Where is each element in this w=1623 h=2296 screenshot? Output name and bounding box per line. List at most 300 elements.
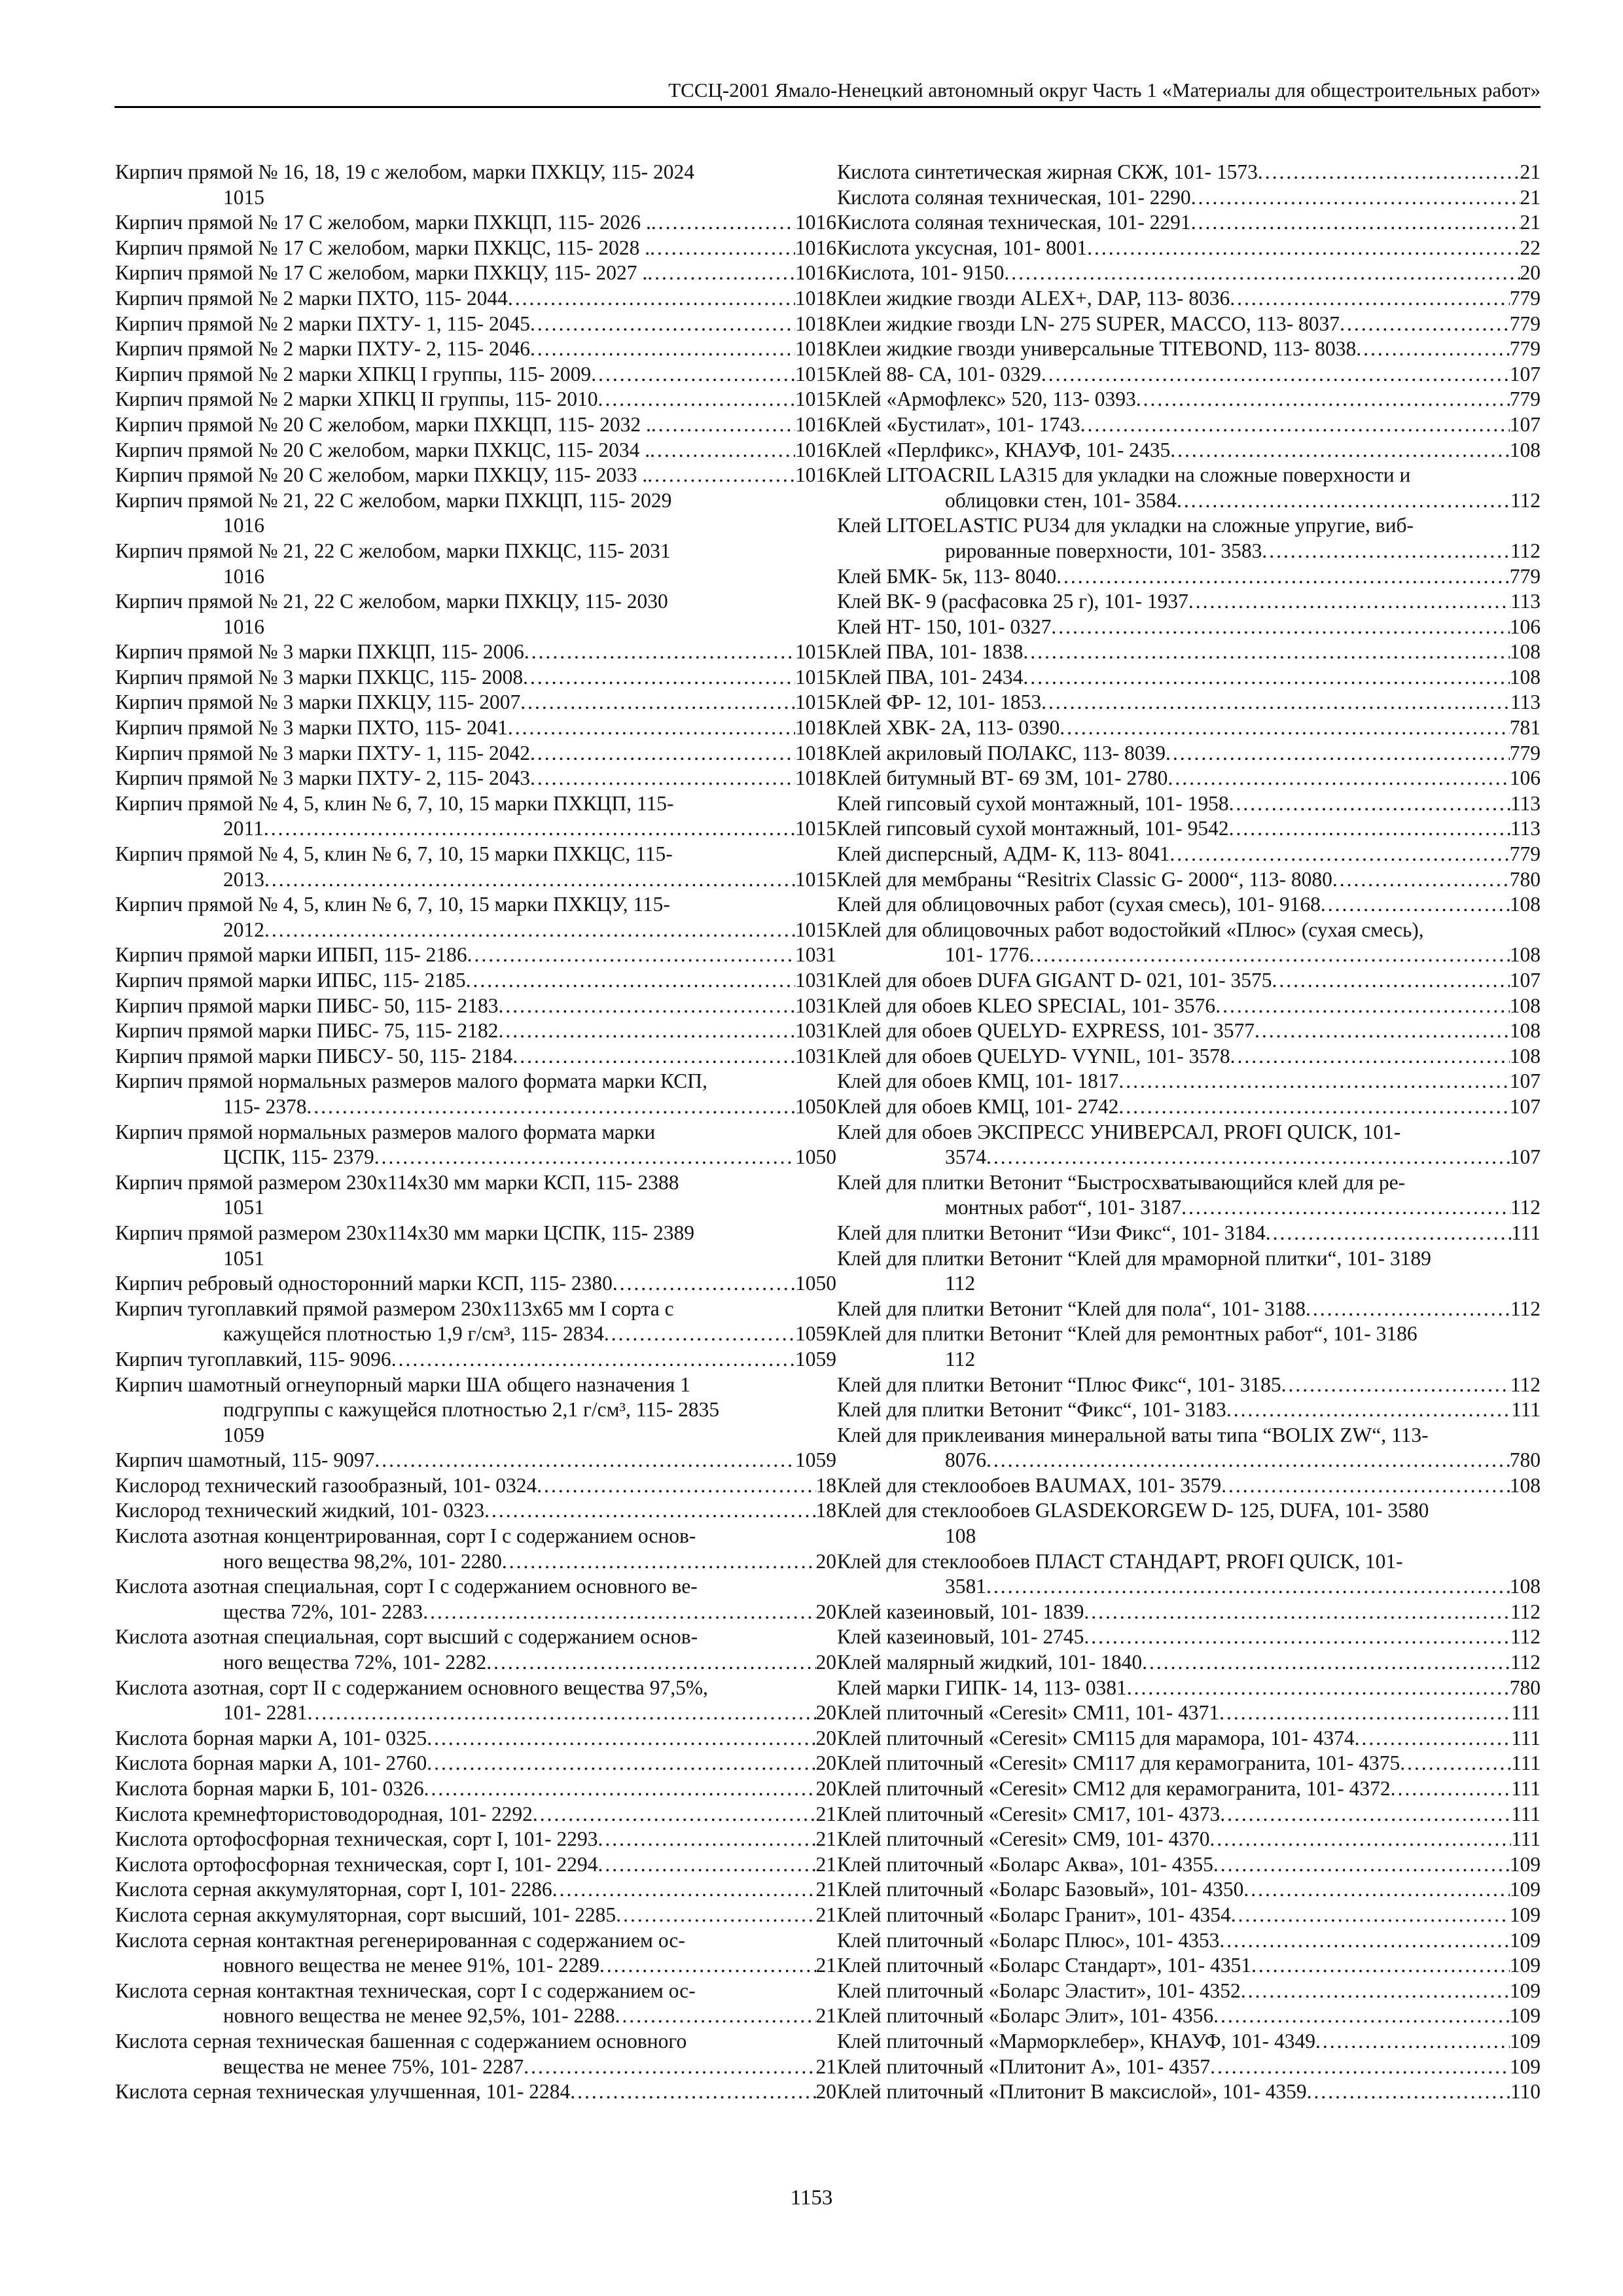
index-entry — [837, 1903, 1541, 1928]
entry-continuation — [115, 1145, 836, 1170]
entry-page: 20 — [815, 1651, 836, 1674]
index-entry — [837, 286, 1541, 312]
leader-dots — [1041, 362, 1510, 387]
entry-continuation — [837, 539, 1541, 564]
index-entry — [115, 438, 836, 463]
entry-page: 113 — [1510, 817, 1541, 840]
leader-dots — [391, 1347, 795, 1372]
entry-line — [115, 766, 836, 791]
leader-dots — [530, 336, 795, 362]
entry-line — [837, 994, 1541, 1019]
entry-text: Кирпич прямой нормальных размеров малого формата марки — [115, 1120, 656, 1143]
entry-line — [115, 1624, 836, 1650]
leader-dots — [530, 312, 795, 337]
entry-page: 1015 — [795, 918, 836, 941]
entry-continuation — [115, 2003, 836, 2029]
entry-text: Кирпич тугоплавкий, 115- 9096 — [115, 1347, 391, 1371]
entry-page: 1018 — [795, 286, 836, 310]
index-entry — [115, 1979, 836, 2029]
entry-text: Клеи жидкие гвозди ALEX+, DAP, 113- 8036 — [837, 286, 1230, 310]
leader-dots — [512, 1044, 795, 1069]
entry-text: Кирпич ребровый односторонний марки КСП, 115- 2380 — [115, 1272, 613, 1295]
leader-dots — [264, 816, 795, 842]
entry-page: 111 — [1511, 1777, 1541, 1800]
entry-text: Кирпич прямой № 3 марки ПХТУ- 1, 115- 2042 — [115, 741, 530, 764]
entry-line — [837, 1650, 1541, 1676]
index-entry — [837, 2029, 1541, 2054]
entry-line — [837, 564, 1541, 590]
entry-line — [837, 1473, 1541, 1499]
leader-dots — [523, 665, 795, 691]
index-entry — [837, 463, 1541, 513]
entry-text: Кислота серная аккумуляторная, сорт I, 101- 2286 — [115, 1878, 552, 1901]
leader-dots — [499, 994, 796, 1019]
leader-dots — [1307, 2079, 1510, 2105]
index-entry — [115, 842, 836, 892]
entry-line — [115, 463, 836, 488]
entry-line — [115, 1473, 836, 1499]
entry-text: Клей для обоев KLEO SPECIAL, 101- 3576 — [837, 994, 1216, 1017]
index-entry — [115, 968, 836, 994]
index-entry — [837, 1676, 1541, 1701]
leader-dots — [1219, 1700, 1511, 1726]
entry-line — [115, 968, 836, 994]
leader-dots — [1258, 160, 1520, 185]
entry-page: 1016 — [795, 236, 836, 259]
entry-page: 109 — [1509, 1979, 1541, 2002]
entry-page: 1015 — [795, 665, 836, 689]
leader-dots — [986, 1574, 1510, 1600]
entry-text: Кирпич прямой № 20 С желобом, марки ПХКЦУ, 115- 2033 . — [115, 463, 648, 487]
entry-page: 1050 — [795, 1272, 836, 1295]
leader-dots — [598, 1827, 816, 1852]
entry-text: Кирпич прямой № 21, 22 С желобом, марки ПХКЦП, 115- 2029 — [115, 488, 672, 512]
index-entry — [115, 1524, 836, 1574]
index-entry — [837, 1094, 1541, 1120]
leader-dots — [1023, 665, 1509, 691]
entry-line — [115, 842, 836, 867]
entry-line — [837, 665, 1541, 691]
index-entry — [837, 160, 1541, 185]
entry-line — [115, 1018, 836, 1044]
entry-text: Клей плиточный «Плитонит А», 101- 4357 — [837, 2054, 1211, 2078]
entry-line — [115, 715, 836, 741]
entry-text: Клей плиточный «Марморклебер», КНАУФ, 101- 4349 — [837, 2029, 1316, 2053]
entry-line — [837, 1953, 1541, 1979]
entry-line — [837, 639, 1541, 665]
entry-page: 109 — [1509, 1852, 1541, 1876]
leader-dots — [986, 1448, 1510, 1473]
entry-text: Клей LITOACRIL LA315 для укладки на сложные поверхности и — [837, 463, 1411, 487]
entry-page: 1031 — [795, 994, 836, 1017]
entry-page: 109 — [1509, 2054, 1541, 2078]
entry-text: Кирпич прямой № 4, 5, клин № 6, 7, 10, 15 марки ПХКЦС, 115- — [115, 842, 673, 866]
entry-page: 780 — [1509, 867, 1541, 891]
entry-text: Клеи жидкие гвозди LN- 275 SUPER, MACCO, 113- 8037 — [837, 312, 1340, 335]
index-entry — [115, 690, 836, 715]
leader-dots — [1084, 1624, 1510, 1650]
index-entry — [115, 1802, 836, 1827]
index-entry — [115, 1448, 836, 1473]
index-entry — [837, 615, 1541, 640]
entry-page: 20 — [815, 1777, 836, 1800]
leader-dots — [1210, 2054, 1510, 2080]
entry-text: Кирпич прямой № 3 марки ПХКЦУ, 115- 2007 — [115, 691, 521, 714]
entry-page: 1016 — [795, 412, 836, 436]
entry-continuation — [837, 1448, 1541, 1473]
entry-page: 21 — [1520, 185, 1541, 209]
entry-page: 1031 — [795, 1044, 836, 1067]
entry-line — [115, 1574, 836, 1600]
entry-line — [837, 260, 1541, 286]
entry-text: Клей плиточный «Боларс Базовый», 101- 4350 — [837, 1878, 1244, 1901]
index-entry — [115, 1347, 836, 1372]
entry-page: 779 — [1509, 842, 1541, 866]
entry-line — [837, 1549, 1541, 1575]
index-entry — [837, 1700, 1541, 1726]
leader-dots — [1004, 260, 1520, 286]
entry-text: Клей ХВК- 2А, 113- 0390 — [837, 716, 1060, 740]
entry-text: Кирпич прямой марки ПИБС- 50, 115- 2183 — [115, 994, 499, 1017]
entry-line — [837, 968, 1541, 994]
entry-continuation-text: облицовки стен, 101- 3584 — [945, 488, 1177, 512]
leader-dots — [1251, 1953, 1510, 1979]
entry-text: Кислота синтетическая жирная СКЖ, 101- 1573 — [837, 160, 1258, 183]
leader-dots — [264, 918, 795, 943]
entry-continuation-text: 8076 — [945, 1448, 986, 1472]
entry-continuation — [115, 513, 836, 539]
index-entry — [115, 1877, 836, 1903]
index-entry — [837, 1498, 1541, 1549]
entry-text: Кислота серная аккумуляторная, сорт высший, 101- 2285 — [115, 1903, 616, 1926]
leader-dots — [1321, 892, 1510, 918]
leader-dots — [1226, 1397, 1511, 1423]
entry-line — [837, 1397, 1541, 1423]
entry-text: Кирпич прямой № 17 С желобом, марки ПХКЦС, 115- 2028 . — [115, 236, 651, 259]
entry-text: Клей для стеклообоев ПЛАСТ СТАНДАРТ, PROFI QUICK, 101- — [837, 1549, 1403, 1573]
entry-line — [115, 1044, 836, 1069]
index-entry — [837, 1170, 1541, 1221]
entry-page: 111 — [1511, 1221, 1541, 1244]
leader-dots — [1169, 842, 1509, 867]
index-entry — [115, 1574, 836, 1624]
entry-line — [837, 1600, 1541, 1625]
entry-line — [837, 1297, 1541, 1322]
entry-continuation-text: 3574 — [945, 1145, 986, 1169]
entry-line — [115, 791, 836, 817]
entry-text: Кислота серная техническая улучшенная, 101- 2284 — [115, 2080, 571, 2104]
entry-text: Клей плиточный «Боларс Гранит», 101- 4354 — [837, 1903, 1231, 1926]
entry-page: 20 — [815, 1726, 836, 1749]
entry-page: 108 — [1509, 943, 1541, 967]
leader-dots — [591, 362, 795, 387]
entry-page: 109 — [1509, 1954, 1541, 1977]
entry-page: 107 — [1509, 362, 1541, 386]
entry-line — [837, 791, 1541, 817]
entry-line — [115, 1928, 836, 1954]
entry-continuation — [115, 1549, 836, 1575]
leader-dots — [427, 1726, 815, 1751]
entry-line — [837, 513, 1541, 539]
entry-continuation-text: подгруппы с кажущейся плотностью 2,1 г/см³, 115- 2835 — [223, 1398, 720, 1422]
entry-line — [837, 1802, 1541, 1827]
index-entry — [837, 2054, 1541, 2080]
entry-text: Кирпич прямой № 20 С желобом, марки ПХКЦС, 115- 2034 . — [115, 438, 651, 461]
entry-page: 1018 — [795, 716, 836, 740]
entry-page: 112 — [1510, 1651, 1541, 1674]
index-entry — [115, 715, 836, 741]
entry-text: Кислота серная контактная техническая, сорт I с содержанием ос- — [115, 1979, 696, 2002]
leader-dots — [650, 236, 795, 261]
index-entry — [115, 1751, 836, 1776]
index-entry — [837, 715, 1541, 741]
index-entry — [837, 842, 1541, 867]
leader-dots — [508, 286, 795, 312]
leader-dots — [613, 1271, 795, 1297]
leader-dots — [552, 1877, 816, 1903]
entry-continuation — [115, 1423, 836, 1448]
index-entry — [837, 892, 1541, 918]
entry-continuation — [837, 1145, 1541, 1170]
entry-continuation — [837, 1271, 1541, 1297]
entry-line — [115, 160, 836, 185]
leader-dots — [466, 968, 795, 994]
entry-text: Кирпич прямой марки ПИБС- 75, 115- 2182 — [115, 1019, 499, 1043]
entry-page: 1015 — [795, 387, 836, 411]
leader-dots — [1219, 1928, 1509, 1954]
leader-dots — [1177, 488, 1510, 514]
entry-page: 779 — [1509, 337, 1541, 361]
entry-page: 20 — [815, 1701, 836, 1725]
entry-text: Кислота уксусная, 101- 8001 — [837, 236, 1088, 259]
leader-dots — [1127, 1676, 1510, 1701]
entry-page: 107 — [1509, 1094, 1541, 1118]
index-entry — [115, 387, 836, 412]
index-entry — [837, 1979, 1541, 2004]
entry-text: Клей плиточный «Ceresit» СМ17, 101- 4373 — [837, 1802, 1221, 1825]
index-entry — [837, 1069, 1541, 1094]
entry-line — [837, 1498, 1541, 1524]
leader-dots — [1230, 286, 1509, 312]
entry-line — [115, 1069, 836, 1094]
index-entry — [837, 690, 1541, 715]
entry-line — [837, 1852, 1541, 1878]
entry-line — [837, 412, 1541, 438]
entry-line — [115, 1802, 836, 1827]
entry-line — [115, 690, 836, 715]
entry-line — [115, 741, 836, 766]
entry-line — [837, 1726, 1541, 1751]
index-entry — [115, 1297, 836, 1347]
index-entry — [115, 766, 836, 791]
entry-page: 1059 — [795, 1448, 836, 1472]
entry-text: Кирпич прямой № 17 С желобом, марки ПХКЦП, 115- 2026 . — [115, 211, 651, 234]
entry-page: 108 — [1509, 1575, 1541, 1598]
entry-text: Кирпич прямой № 2 марки ХПКЦ I группы, 115- 2009 — [115, 362, 592, 386]
entry-text: Клей для плитки Ветонит “Фикс“, 101- 3183 — [837, 1398, 1226, 1422]
entry-text: Кирпич прямой № 3 марки ПХКЦП, 115- 2006 — [115, 640, 524, 664]
leader-dots — [1191, 185, 1520, 211]
entry-continuation-text: щества 72%, 101- 2283 — [223, 1600, 423, 1623]
entry-text: Клей для обоев КМЦ, 101- 2742 — [837, 1094, 1119, 1118]
leader-dots — [1142, 1650, 1510, 1676]
leader-dots — [530, 741, 795, 766]
index-entry — [837, 1953, 1541, 1979]
entry-continuation-text: 112 — [945, 1272, 976, 1295]
entry-line — [115, 1877, 836, 1903]
index-entry — [837, 236, 1541, 261]
index-entry — [837, 1221, 1541, 1246]
entry-page: 106 — [1509, 615, 1541, 638]
entry-continuation-text: 3581 — [945, 1575, 986, 1598]
entry-page: 1059 — [795, 1347, 836, 1371]
entry-page: 21 — [815, 2054, 836, 2078]
index-entry — [115, 1271, 836, 1297]
index-entry — [115, 1676, 836, 1726]
entry-line — [115, 210, 836, 236]
entry-page: 1050 — [795, 1145, 836, 1169]
entry-continuation-text: 1059 — [223, 1423, 264, 1446]
entry-page: 108 — [1509, 640, 1541, 664]
leader-dots — [1220, 1802, 1511, 1827]
index-entry — [837, 387, 1541, 412]
entry-continuation-text: 101- 1776 — [945, 943, 1029, 967]
entry-text: Клей ПВА, 101- 1838 — [837, 640, 1024, 664]
entry-line — [837, 2029, 1541, 2054]
index-column-left — [115, 160, 836, 2105]
entry-continuation — [115, 1953, 836, 1979]
entry-line — [837, 1751, 1541, 1776]
entry-text: Клей битумный ВТ- 69 ЗМ, 101- 2780 — [837, 766, 1168, 790]
entry-text: Кислота борная марки Б, 101- 0326 — [115, 1777, 424, 1800]
entry-line — [837, 715, 1541, 741]
leader-dots — [1060, 715, 1509, 741]
entry-page: 107 — [1509, 412, 1541, 436]
leader-dots — [651, 412, 795, 438]
entry-page: 1018 — [795, 312, 836, 335]
entry-page: 779 — [1509, 564, 1541, 588]
entry-continuation-text: 2013 — [223, 867, 264, 891]
index-entry — [837, 1423, 1541, 1473]
entry-line — [837, 1700, 1541, 1726]
entry-line — [837, 816, 1541, 842]
entry-text: Кислота азотная концентрированная, сорт I с содержанием основ- — [115, 1524, 696, 1548]
entry-line — [837, 1903, 1541, 1928]
entry-text: Клей малярный жидкий, 101- 1840 — [837, 1651, 1143, 1674]
leader-dots — [467, 942, 795, 968]
entry-text: Клей плиточный «Ceresit» СМ9, 101- 4370 — [837, 1827, 1210, 1851]
entry-line — [837, 1928, 1541, 1954]
entry-text: Клей для приклеивания минеральной ваты типа “BOLIX ZW“, 113- — [837, 1423, 1429, 1446]
entry-page: 21 — [815, 1954, 836, 1977]
entry-text: Кислота азотная специальная, сорт I с содержанием основного ве- — [115, 1575, 698, 1598]
entry-line — [837, 362, 1541, 387]
entry-page: 780 — [1509, 1448, 1541, 1472]
entry-line — [115, 1271, 836, 1297]
index-entry — [115, 210, 836, 236]
entry-text: Клей плиточный «Боларс Аква», 101- 4355 — [837, 1852, 1213, 1876]
entry-page: 112 — [1510, 1297, 1541, 1320]
entry-line — [115, 1979, 836, 2004]
entry-page: 779 — [1509, 741, 1541, 764]
index-entry — [115, 260, 836, 286]
index-entry — [115, 2079, 836, 2105]
entry-text: Клей для плитки Ветонит “Клей для ремонтных работ“, 101- 3186 — [837, 1322, 1418, 1346]
entry-line — [837, 1877, 1541, 1903]
entry-page: 109 — [1509, 1928, 1541, 1952]
entry-text: Клей для стеклообоев GLASDEKORGEW D- 125, DUFA, 101- 3580 — [837, 1499, 1429, 1522]
index-entry — [115, 1776, 836, 1802]
entry-text: Клей для стеклообоев BAUMAX, 101- 3579 — [837, 1473, 1222, 1497]
leader-dots — [1213, 1852, 1510, 1878]
entry-continuation — [115, 1246, 836, 1272]
entry-text: Кирпич прямой марки ИПБС, 115- 2185 — [115, 969, 466, 992]
entry-text: Клей НТ- 150, 101- 0327 — [837, 615, 1052, 638]
entry-page: 18 — [815, 1499, 836, 1522]
leader-dots — [1229, 816, 1510, 842]
leader-dots — [1221, 1473, 1510, 1499]
entry-page: 110 — [1510, 2080, 1541, 2104]
entry-continuation — [115, 1321, 836, 1347]
entry-line — [115, 362, 836, 387]
entry-text: Кирпич прямой № 16, 18, 19 с желобом, марки ПХКЦУ, 115- 2024 — [115, 160, 694, 183]
leader-dots — [1118, 1094, 1509, 1120]
leader-dots — [1315, 2029, 1510, 2054]
entry-text: Кирпич прямой нормальных размеров малого формата марки КСП, — [115, 1069, 707, 1093]
entry-line — [837, 2054, 1541, 2080]
entry-continuation — [115, 2054, 836, 2080]
index-entry — [115, 1170, 836, 1221]
page-number: 1153 — [790, 2186, 833, 2210]
entry-continuation — [115, 1094, 836, 1120]
leader-dots — [524, 2054, 815, 2080]
entry-continuation-text: 112 — [945, 1347, 976, 1371]
leader-dots — [1191, 210, 1520, 236]
index-entry — [837, 362, 1541, 387]
index-entry — [115, 463, 836, 488]
index-entry — [115, 412, 836, 438]
index-entry — [837, 1297, 1541, 1322]
leader-dots — [1136, 387, 1510, 412]
entry-text: Кислота ортофосфорная техническая, сорт I, 101- 2293 — [115, 1827, 598, 1851]
entry-text: Кирпич прямой № 2 марки ХПКЦ II группы, 115- 2010 — [115, 387, 598, 411]
index-entry — [837, 994, 1541, 1019]
entry-continuation-text: монтных работ“, 101- 3187 — [945, 1196, 1182, 1219]
entry-page: 112 — [1510, 1625, 1541, 1649]
entry-line — [115, 1726, 836, 1751]
entry-text: Клей гипсовый сухой монтажный, 101- 1958 — [837, 791, 1229, 815]
leader-dots — [1023, 639, 1509, 665]
index-entry — [115, 741, 836, 766]
entry-line — [837, 1776, 1541, 1802]
entry-line — [837, 236, 1541, 261]
index-entry — [115, 1069, 836, 1119]
entry-line — [115, 1372, 836, 1398]
entry-text: Кислота азотная, сорт II с содержанием основного вещества 97,5%, — [115, 1676, 708, 1699]
entry-text: Кислота соляная техническая, 101- 2291 — [837, 211, 1191, 234]
entry-text: Клей плиточный «Боларс Элит», 101- 4356 — [837, 2004, 1214, 2028]
entry-text: Клей для плитки Ветонит “Плюс Фикс“, 101- 3185 — [837, 1372, 1281, 1396]
index-entry — [115, 892, 836, 942]
entry-line — [115, 892, 836, 918]
leader-dots — [1215, 994, 1510, 1019]
entry-continuation-text: новного вещества не менее 92,5%, 101- 2288 — [223, 2004, 615, 2028]
leader-dots — [1306, 1297, 1510, 1322]
entry-text: Кирпич прямой № 17 С желобом, марки ПХКЦУ, 115- 2027 . — [115, 261, 648, 285]
entry-page: 111 — [1511, 1398, 1541, 1422]
entry-text: Кирпич прямой размером 230х114х30 мм марки КСП, 115- 2388 — [115, 1170, 679, 1194]
entry-line — [115, 1347, 836, 1372]
